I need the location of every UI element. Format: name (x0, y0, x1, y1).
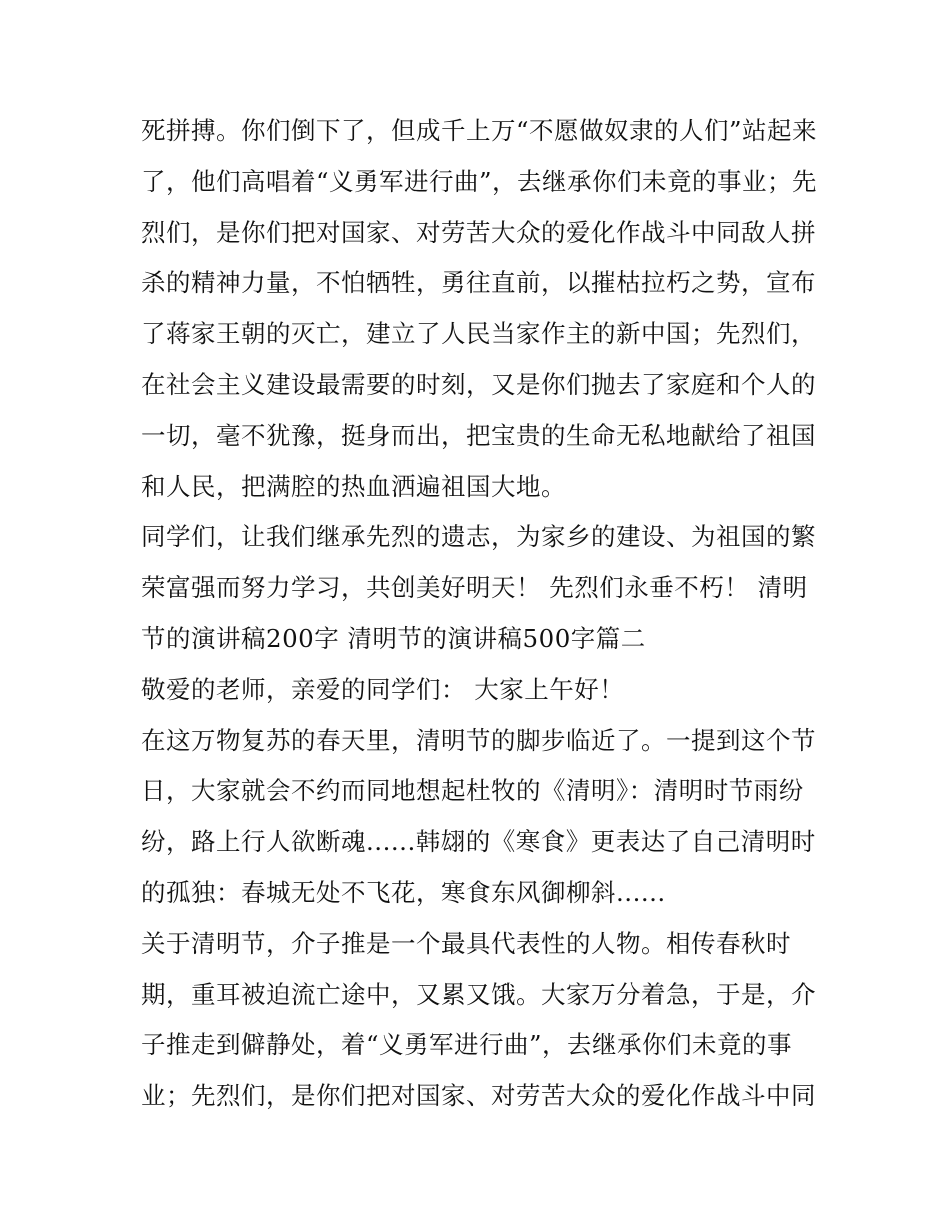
text-line-17: 关于清明节，介子推是一个最具代表性的人物。相传春秋时 (141, 928, 791, 958)
text-line-19: 子推走到僻静处，着“义勇军进行曲”，去继承你们未竟的事 (141, 1030, 793, 1060)
text-line-3: 烈们，是你们把对国家、对劳苦大众的爱化作战斗中同敌人拼 (141, 217, 816, 247)
text-line-15: 纷，路上行人欲断魂......韩翃的《寒食》更表达了自己清明时 (141, 827, 816, 857)
text-line-20: 业；先烈们，是你们把对国家、对劳苦大众的爱化作战斗中同 (141, 1081, 816, 1111)
text-line-2: 了，他们高唱着“义勇军进行曲”，去继承你们未竟的事业；先 (141, 166, 818, 196)
text-line-13: 在这万物复苏的春天里，清明节的脚步临近了。一提到这个节 (141, 725, 816, 755)
text-line-5: 了蒋家王朝的灭亡，建立了人民当家作主的新中国；先烈们， (141, 319, 816, 349)
text-line-7: 一切，毫不犹豫，挺身而出，把宝贵的生命无私地献给了祖国 (141, 420, 816, 450)
text-line-9: 同学们，让我们继承先烈的遗志，为家乡的建设、为祖国的繁 (141, 522, 816, 552)
text-line-1: 死拼搏。你们倒下了，但成千上万“不愿做奴隶的人们”站起来 (141, 116, 818, 145)
document-body (141, 106, 818, 1122)
text-line-4: 杀的精神力量，不怕牺牲，勇往直前，以摧枯拉朽之势，宣布 (141, 268, 816, 298)
text-line-16: 的孤独：春城无处不飞花，寒食东风御柳斜...... (141, 877, 666, 907)
text-line-12: 敬爱的老师，亲爱的同学们： 大家上午好！ (141, 674, 625, 704)
text-line-6: 在社会主义建设最需要的时刻，又是你们抛去了家庭和个人的 (141, 369, 816, 399)
text-line-8: 和人民，把满腔的热血洒遍祖国大地。 (141, 471, 566, 501)
text-line-18: 期，重耳被迫流亡途中，又累又饿。大家万分着急，于是，介 (141, 979, 816, 1009)
text-line-10: 荣富强而努力学习，共创美好明天！ 先烈们永垂不朽！ 清明 (141, 573, 808, 603)
text-line-11: 节的演讲稿200字 清明节的演讲稿500字篇二 (141, 623, 646, 653)
text-line-14: 日，大家就会不约而同地想起杜牧的《清明》：清明时节雨纷 (141, 776, 804, 806)
